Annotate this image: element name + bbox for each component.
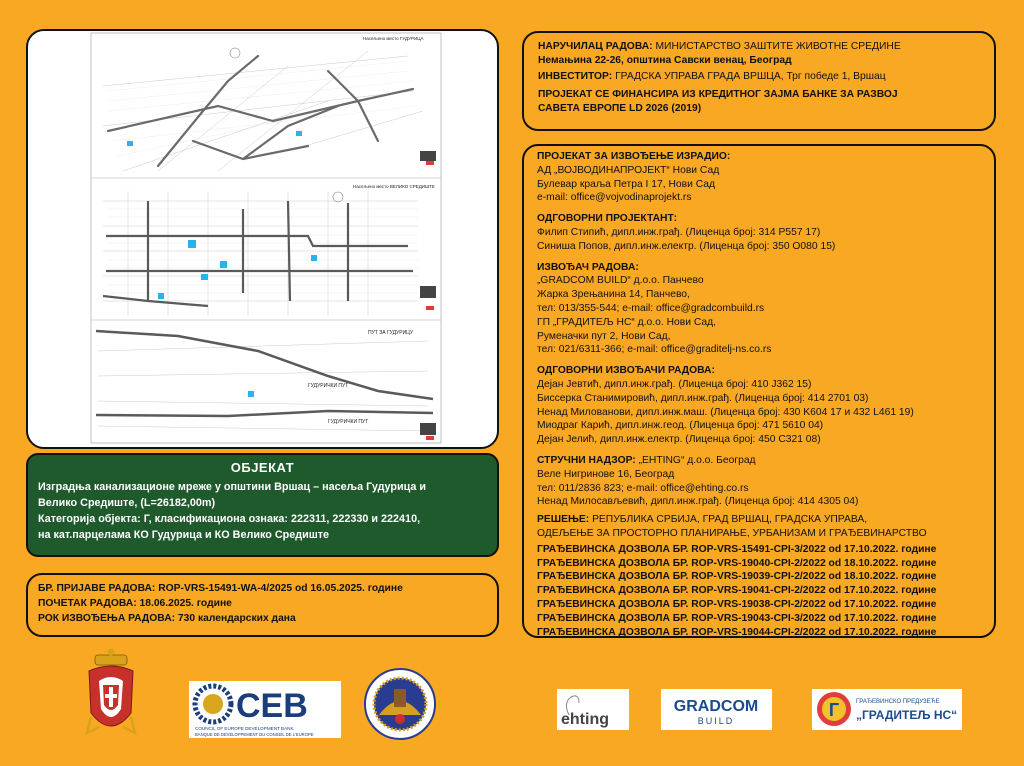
contractor-line: тел: 021/6311-366; e-mail: office@graditelj-ns.co.rs [537, 344, 772, 356]
graditelj-caption: ГРАЂЕВИНСКО ПРЕДУЗЕЋЕ [856, 699, 940, 705]
plan-label-gudurica-caption: Насељено место ГУДУРИЦА [363, 36, 424, 41]
responsible-designer-label: ОДГОВОРНИ ПРОЈЕКТАНТ: [537, 213, 678, 225]
plan-label-veliko-srediste: Насељено место ВЕЛИКО СРЕДИШТЕ [353, 184, 435, 189]
ehting-wordmark: ehting [561, 711, 609, 728]
graditelj-wordmark: „ГРАДИТЕЉ НС“ [856, 708, 958, 722]
graditelj-ns-logo [812, 689, 962, 730]
site-manager-line: Ненад Милованови, дипл.инж.маш. (Лиценца број: 430 K604 17 и 432 L461 19) [537, 406, 914, 418]
object-line-2: Велико Средиште, (L=26182,00m) [38, 497, 216, 509]
site-manager-line: Дејан Јелић, дипл.инж.електр. (Лиценца број: 450 C321 08) [537, 434, 821, 446]
contractor-line: Жарка Зрењанина 14, Панчево, [537, 289, 690, 301]
site-manager-line: Дејан Јевтић, дипл.инж.грађ. (Лиценца број: 410 J362 15) [537, 378, 812, 390]
object-line-3: Категорија објекта: Г, класификациона ознака: 222311, 222330 и 222410, [38, 513, 421, 525]
supervision-label: СТРУЧНИ НАДЗОР: [537, 454, 636, 466]
building-permit: ГРАЂЕВИНСКА ДОЗВОЛА БР. ROP-VRS-15491-CPI-3/2022 od 17.10.2022. године [537, 543, 937, 555]
decision-label: РЕШЕЊЕ: [537, 514, 590, 526]
client-address: Немањина 22-26, општина Савски венац, Београд [538, 54, 792, 66]
registration-number: БР. ПРИЈАВЕ РАДОВА: ROP-VRS-15491-WA-4/2025 od 16.05.2025. године [38, 583, 403, 594]
designer-label: ПРОЈЕКАТ ЗА ИЗВОЂЕЊЕ ИЗРАДИО: [537, 151, 731, 162]
contractor-line: тел: 013/355-544; e-mail: office@gradcombuild.rs [537, 302, 765, 314]
site-manager-line: Биссерка Станимировић, дипл.инж.грађ. (Лиценца број: 414 2701 03) [537, 392, 869, 404]
responsible-designer-line: Синиша Попов, дипл.инж.електр. (Лиценца број: 350 О080 15) [537, 240, 836, 252]
building-permit: ГРАЂЕВИНСКА ДОЗВОЛА БР. ROP-VRS-19038-CPI-2/2022 od 17.10.2022. године [537, 598, 937, 610]
vrsac-city-seal-logo [363, 667, 437, 741]
supervision-line: тел: 011/2836 823; e-mail: office@ehting.co.rs [537, 482, 749, 494]
building-permit: ГРАЂЕВИНСКА ДОЗВОЛА БР. ROP-VRS-19040-CPI-2/2022 od 18.10.2022. године [537, 557, 937, 569]
gradcom-build-logo [661, 689, 772, 730]
gradcom-subtitle: BUILD [697, 716, 735, 726]
site-plan-panel [26, 29, 499, 449]
contractor-label: ИЗВОЂАЧ РАДОВА: [537, 261, 639, 273]
contractor-line: Руменачки пут 2, Нови Сад, [537, 330, 671, 342]
decision-line-2: ОДЕЉЕЊЕ ЗА ПРОСТОРНО ПЛАНИРАЊЕ, УРБАНИЗАМ И ГРАЂЕВИНАРСТВО [537, 527, 927, 539]
building-permit: ГРАЂЕВИНСКА ДОЗВОЛА БР. ROP-VRS-19041-CPI-2/2022 od 17.10.2022. године [537, 585, 937, 597]
building-permit: ГРАЂЕВИНСКА ДОЗВОЛА БР. ROP-VRS-19039-CPI-2/2022 od 18.10.2022. године [537, 571, 937, 583]
project-info-box [522, 144, 996, 638]
building-permit: ГРАЂЕВИНСКА ДОЗВОЛА БР. ROP-VRS-19043-CPI-3/2022 od 17.10.2022. године [537, 612, 937, 624]
supervision-value: „EHTING“ д.о.о. Београд [635, 454, 756, 466]
building-permit: ГРАЂЕВИНСКА ДОЗВОЛА БР. ROP-VRS-19044-CPI-2/2022 od 17.10.2022. године [537, 626, 937, 638]
supervision-line: Веле Нигринове 16, Београд [537, 468, 675, 480]
supervision-line: Ненад Милосављевић, дипл.инж.грађ. (Лиценца број: 414 4305 04) [537, 496, 859, 508]
ceb-subtitle-en: COUNCIL OF EUROPE DEVELOPMENT BANK [195, 726, 294, 731]
works-start-date: ПОЧЕТАК РАДОВА: 18.06.2025. године [38, 598, 232, 609]
plan-label-gudurički-put-2: ГУДУРИЧКИ ПУТ [328, 419, 369, 425]
designer-line: АД „ВОЈВОДИНАПРОЈЕКТ“ Нови Сад [537, 164, 720, 176]
works-deadline: РОК ИЗВОЂЕЊА РАДОВА: 730 календарских дана [38, 613, 296, 624]
client-value: МИНИСТАРСТВО ЗАШТИТЕ ЖИВОТНЕ СРЕДИНЕ [652, 41, 901, 52]
decision-value: РЕПУБЛИКА СРБИЈА, ГРАД ВРШАЦ, ГРАДСКА УПРАВА, [589, 514, 868, 526]
serbia-coat-of-arms-logo [85, 647, 137, 745]
contractor-line: „GRADCOM BUILD“ д.о.о. Панчево [537, 275, 704, 287]
contractor-line: ГП „ГРАДИТЕЉ НС“ д.о.о. Нови Сад, [537, 316, 716, 328]
object-line-4: на кат.парцелама КО Гудурица и КО Велико Средиште [38, 529, 329, 541]
client-investor-box [522, 31, 996, 131]
investor-label: ИНВЕСТИТОР: [538, 70, 613, 82]
site-manager-line: Миодраг Карић, дипл.инж.геод. (Лиценца број: 471 5610 04) [537, 420, 824, 432]
financing-line-2: САВЕТА ЕВРОПЕ LD 2026 (2019) [538, 103, 702, 115]
responsible-designer-line: Филип Стипић, дипл.инж.грађ. (Лиценца број: 314 P557 17) [537, 226, 821, 238]
plan-label-gudurički-put-1: ГУДУРИЧКИ ПУТ [308, 383, 349, 389]
client-label: НАРУЧИЛАЦ РАДОВА: [538, 41, 653, 52]
site-plan-drawing [28, 31, 497, 447]
plan-label-put-za-guduricu: ПУТ ЗА ГУДУРИЦУ [368, 330, 414, 336]
ceb-wordmark: CEB [236, 687, 308, 725]
ceb-logo [189, 681, 341, 738]
object-description-box [26, 453, 499, 557]
financing-line-1: ПРОЈЕКАТ СЕ ФИНАНСИРА ИЗ КРЕДИТНОГ ЗАЈМА БАНКЕ ЗА РАЗВОЈ [538, 89, 898, 101]
ceb-subtitle-fr: BANQUE DE DEVELOPPEMENT DU CONSEIL DE L'EUROPE [195, 732, 314, 737]
gradcom-wordmark: GRADCOM [673, 698, 759, 715]
object-line-1: Изградња канализационе мреже у општини Вршац – насеља Гудурица и [38, 481, 427, 493]
works-registration-box [26, 573, 499, 637]
investor-value: ГРАДСКА УПРАВА ГРАДА ВРШЦА, Трг победе 1, Вршац [612, 70, 886, 82]
designer-line: e-mail: office@vojvodinaprojekt.rs [537, 192, 692, 204]
site-managers-label: ОДГОВОРНИ ИЗВОЂАЧИ РАДОВА: [537, 365, 715, 377]
object-heading: ОБЈЕКАТ [230, 460, 295, 475]
designer-line: Булевар краља Петра I 17, Нови Сад [537, 178, 715, 190]
svg-text:Г: Г [828, 700, 840, 720]
ehting-logo [557, 689, 629, 730]
